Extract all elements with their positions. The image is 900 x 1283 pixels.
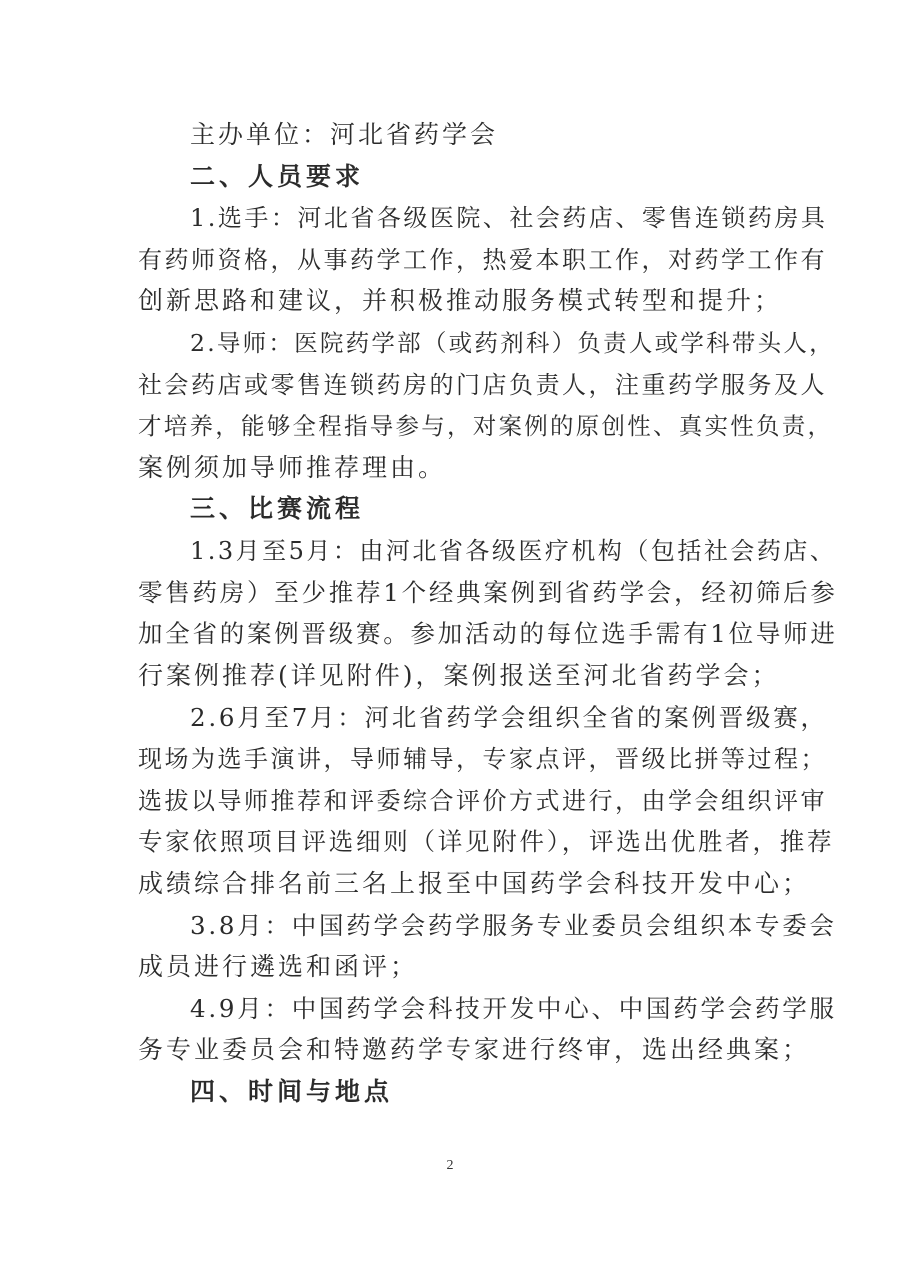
paragraph-line: 创新思路和建议，并积极推动服务模式转型和提升；	[138, 286, 783, 315]
paragraph-line: 专家依照项目评选细则（详见附件），评选出优胜者，推荐	[138, 827, 835, 856]
paragraph-line: 4.9月：中国药学会科技开发中心、中国药学会药学服	[190, 994, 837, 1023]
section-heading-personnel: 二、人员要求	[190, 162, 365, 191]
paragraph-line: 零售药房）至少推荐1个经典案例到省药学会，经初筛后参	[138, 578, 838, 607]
paragraph-line: 选拔以导师推荐和评委综合评价方式进行，由学会组织评审	[138, 787, 827, 815]
paragraph-line: 1.3月至5月：由河北省各级医疗机构（包括社会药店、	[190, 537, 837, 565]
paragraph-line: 案例须加导师推荐理由。	[138, 453, 447, 482]
paragraph-line: 成绩综合排名前三名上报至中国药学会科技开发中心；	[138, 869, 811, 898]
section-heading-process: 三、比赛流程	[190, 494, 365, 523]
paragraph-line: 才培养，能够全程指导参与，对案例的原创性、真实性负责，	[138, 412, 834, 440]
paragraph-line: 2.6月至7月：河北省药学会组织全省的案例晋级赛，	[190, 703, 828, 732]
paragraph-line: 3.8月：中国药学会药学服务专业委员会组织本专委会	[190, 911, 837, 940]
paragraph-line: 成员进行遴选和函评；	[138, 952, 419, 981]
section-heading-time-place: 四、时间与地点	[190, 1077, 394, 1106]
paragraph-line: 社会药店或零售连锁药房的门店负责人，注重药学服务及人	[138, 371, 827, 399]
paragraph-line: 2.导师：医院药学部（或药剂科）负责人或学科带头人，	[190, 329, 835, 357]
paragraph-line: 行案例推荐(详见附件)，案例报送至河北省药学会；	[138, 661, 780, 690]
paragraph-line: 1.选手：河北省各级医院、社会药店、零售连锁药房具	[190, 204, 828, 232]
paragraph-line: 现场为选手演讲，导师辅导，专家点评，晋级比拼等过程；	[138, 745, 827, 773]
paragraph-line: 务专业委员会和特邀药学专家进行终审，选出经典案；	[138, 1035, 811, 1064]
organizer-line: 主办单位：河北省药学会	[190, 120, 499, 149]
paragraph-line: 加全省的案例晋级赛。参加活动的每位选手需有1位导师进	[138, 619, 838, 648]
paragraph-line: 有药师资格，从事药学工作，热爱本职工作，对药学工作有	[138, 246, 827, 274]
page-number: 2	[446, 1158, 454, 1173]
